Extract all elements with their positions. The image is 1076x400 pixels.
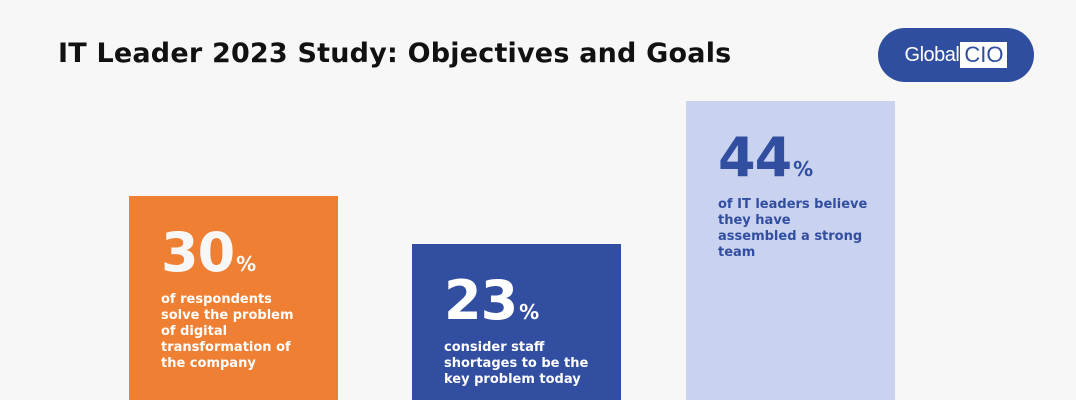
stat-card-1 [129, 196, 338, 400]
globalcio-logo [878, 28, 1034, 82]
stat-value-1 [161, 221, 338, 284]
logo-text-cio: CIO [960, 42, 1007, 68]
stat-caption-1: of respondents solve the problem of digital transformation of the company [161, 292, 294, 371]
stat-unit: % [519, 300, 540, 324]
stat-caption-3: of IT leaders believe they have assembled a strong team [718, 197, 868, 260]
stat-caption-2: consider staff shortages to be the key problem today [444, 340, 589, 387]
stat-number: 30 [161, 221, 235, 284]
stat-card-3 [686, 101, 895, 400]
stat-value-3 [718, 126, 895, 189]
stat-unit: % [793, 157, 814, 181]
stat-value-2 [444, 269, 621, 332]
stat-number: 44 [718, 126, 792, 189]
stat-number: 23 [444, 269, 518, 332]
stat-card-2 [412, 244, 621, 400]
page-title: IT Leader 2023 Study: Objectives and Goals [58, 38, 732, 69]
logo-text-global: Global [904, 43, 960, 66]
stat-unit: % [236, 252, 257, 276]
